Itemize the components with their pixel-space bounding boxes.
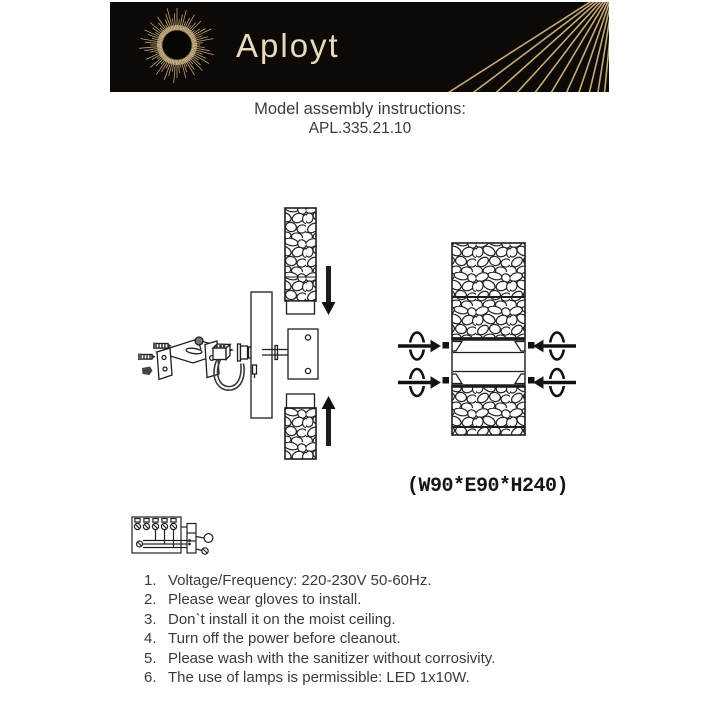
instruction-item [144, 610, 604, 629]
item-number: 6. [144, 669, 157, 687]
lamp-body [288, 329, 318, 379]
terminal-block [213, 344, 230, 360]
lamp-symbol [204, 534, 213, 543]
arrow-up-icon [322, 396, 336, 446]
instructions-list [144, 571, 604, 687]
side-screw [443, 342, 450, 349]
rotate-screw-icon [398, 333, 440, 360]
item-text: Voltage/Frequency: 220-230V 50-60Hz. [168, 572, 432, 589]
item-number: 2. [144, 591, 157, 609]
rotate-screw-icon [534, 333, 576, 360]
item-text: Turn off the power before cleanout. [168, 630, 401, 648]
item-number: 5. [144, 649, 157, 667]
dimensions-label: (W90*E90*H240) [406, 475, 569, 498]
instruction-item [144, 668, 604, 687]
screw-icon [138, 354, 156, 361]
instruction-item [144, 649, 604, 668]
arrow-down-icon [322, 266, 336, 315]
wires [214, 360, 244, 391]
item-number: 1. [144, 572, 157, 589]
brand-name: Aployt [236, 27, 340, 64]
lamp-front-view [398, 243, 576, 435]
wall-anchor-icon [142, 367, 153, 376]
item-number: 3. [144, 610, 157, 628]
item-text: Please wash with the sanitizer without corrosivity. [168, 649, 496, 667]
terminal-wiring-diagram [132, 517, 213, 554]
model-number: APL.335.21.10 [308, 120, 412, 137]
side-screw [443, 377, 450, 384]
item-text: The use of lamps is permissible: LED 1x10W. [168, 669, 470, 687]
instruction-item [144, 590, 604, 609]
page-title: Model assembly instructions: [254, 100, 466, 118]
side-screw [528, 342, 535, 349]
item-text: Please wear gloves to install. [168, 591, 362, 609]
instruction-item [144, 629, 604, 648]
instruction-item [144, 571, 604, 590]
rotate-screw-icon [398, 369, 440, 396]
rotate-screw-icon [534, 369, 576, 396]
item-text: Don`t install it on the moist ceiling. [168, 610, 396, 628]
exploded-assembly-side-view [138, 208, 336, 459]
item-number: 4. [144, 630, 157, 648]
